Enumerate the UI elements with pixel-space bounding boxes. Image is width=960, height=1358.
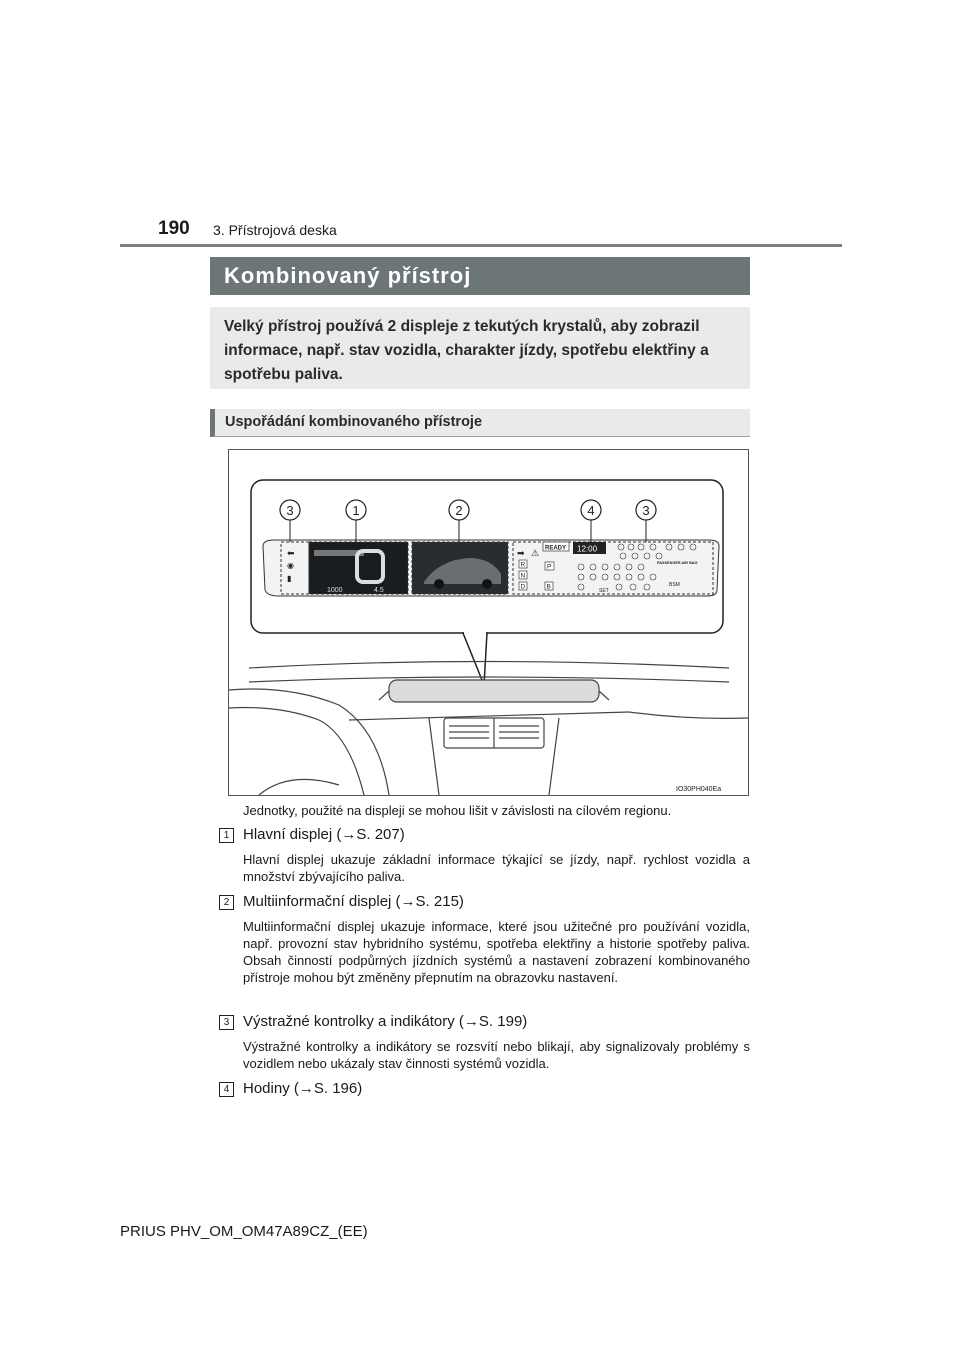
- units-note: Jednotky, použité na displeji se mohou lišit v závislosti na cílovém regionu.: [243, 803, 672, 818]
- item-number: 3: [219, 1015, 234, 1030]
- callout-4: 4: [587, 503, 595, 518]
- item-title: Hodiny (→S. 196): [243, 1080, 363, 1097]
- clock-value: 12:00: [577, 544, 598, 554]
- master-warning-icon: ⚠: [531, 548, 540, 558]
- gear-n: N: [520, 572, 526, 580]
- dashboard-drawing: [229, 662, 748, 796]
- range-value: 4.5: [374, 587, 384, 594]
- instrument-cluster-illustration: [229, 450, 748, 795]
- subsection-title: Uspořádání kombinovaného přístroje: [225, 414, 483, 430]
- item-number: 2: [219, 895, 234, 910]
- section-title-bar: [210, 257, 750, 295]
- list-item: [219, 1013, 750, 1072]
- callout-2: 2: [455, 503, 463, 518]
- item-number: 4: [219, 1082, 234, 1097]
- item-title: Hlavní displej (→S. 207): [243, 826, 405, 843]
- passenger-airbag-indicator: PASSENGER AIR BAG: [657, 561, 698, 565]
- turn-left-icon: ⬅: [287, 548, 295, 558]
- gear-r: R: [520, 561, 526, 569]
- header-divider: [120, 244, 842, 247]
- document-footer: PRIUS PHV_OM_OM47A89CZ_(EE): [120, 1223, 368, 1240]
- item-description: Multiinformační displej ukazuje informace, které jsou užitečné pro používání vozidla, např. provozní stav hybridního systému, spotřeba elektřiny a historie spotřeby paliva. Obsah činností podpůrných jízdních systémů a nastavení zobrazení kombinovaného přístroje mohou být změněny přepnutím na obrazovku nastavení.: [243, 919, 750, 985]
- cruise-set-indicator: SET: [599, 588, 609, 594]
- item-description: Výstražné kontrolky a indikátory se rozsvítí nebo blikají, aby signalizovaly problémy s vozidlem nebo ukázaly stav činnosti systémů vozidla.: [243, 1039, 750, 1071]
- figure-code: IO30PH040Ea: [676, 786, 722, 793]
- page-number: 190: [158, 218, 190, 239]
- ready-indicator: READY: [545, 545, 567, 552]
- list-item: [219, 893, 750, 986]
- callout-3-left: 3: [286, 503, 294, 518]
- intro-box: [210, 307, 750, 389]
- bsm-indicator: BSM: [669, 582, 680, 588]
- callout-1: 1: [352, 503, 360, 518]
- gear-b: B: [546, 583, 551, 591]
- instrument-cluster-figure: [228, 449, 749, 796]
- item-description: Hlavní displej ukazuje základní informace týkající se jízdy, např. rychlost vozidla a množství zbývajícího paliva.: [243, 852, 750, 884]
- intro-text: Velký přístroj používá 2 displeje z tekutých krystalů, aby zobrazil informace, např. stav vozidla, charakter jízdy, spotřebu elektřiny a spotřebu paliva.: [224, 318, 709, 383]
- odometer-value: 1000: [327, 587, 343, 594]
- chapter-title: 3. Přístrojová deska: [213, 222, 337, 238]
- headlight-icon: ◉: [287, 561, 294, 570]
- list-item: [219, 826, 750, 885]
- fuel-icon: ▮: [287, 574, 292, 583]
- item-number: 1: [219, 828, 234, 843]
- item-title: Výstražné kontrolky a indikátory (→S. 199): [243, 1013, 528, 1030]
- subsection-bar: [210, 409, 750, 437]
- item-title: Multiinformační displej (→S. 215): [243, 893, 464, 910]
- turn-right-icon: ➡: [517, 548, 525, 558]
- gear-d: D: [520, 583, 526, 591]
- section-title: Kombinovaný přístroj: [224, 263, 472, 288]
- callout-3-right: 3: [642, 503, 650, 518]
- park-indicator: P: [547, 563, 552, 571]
- list-item: [219, 1080, 362, 1097]
